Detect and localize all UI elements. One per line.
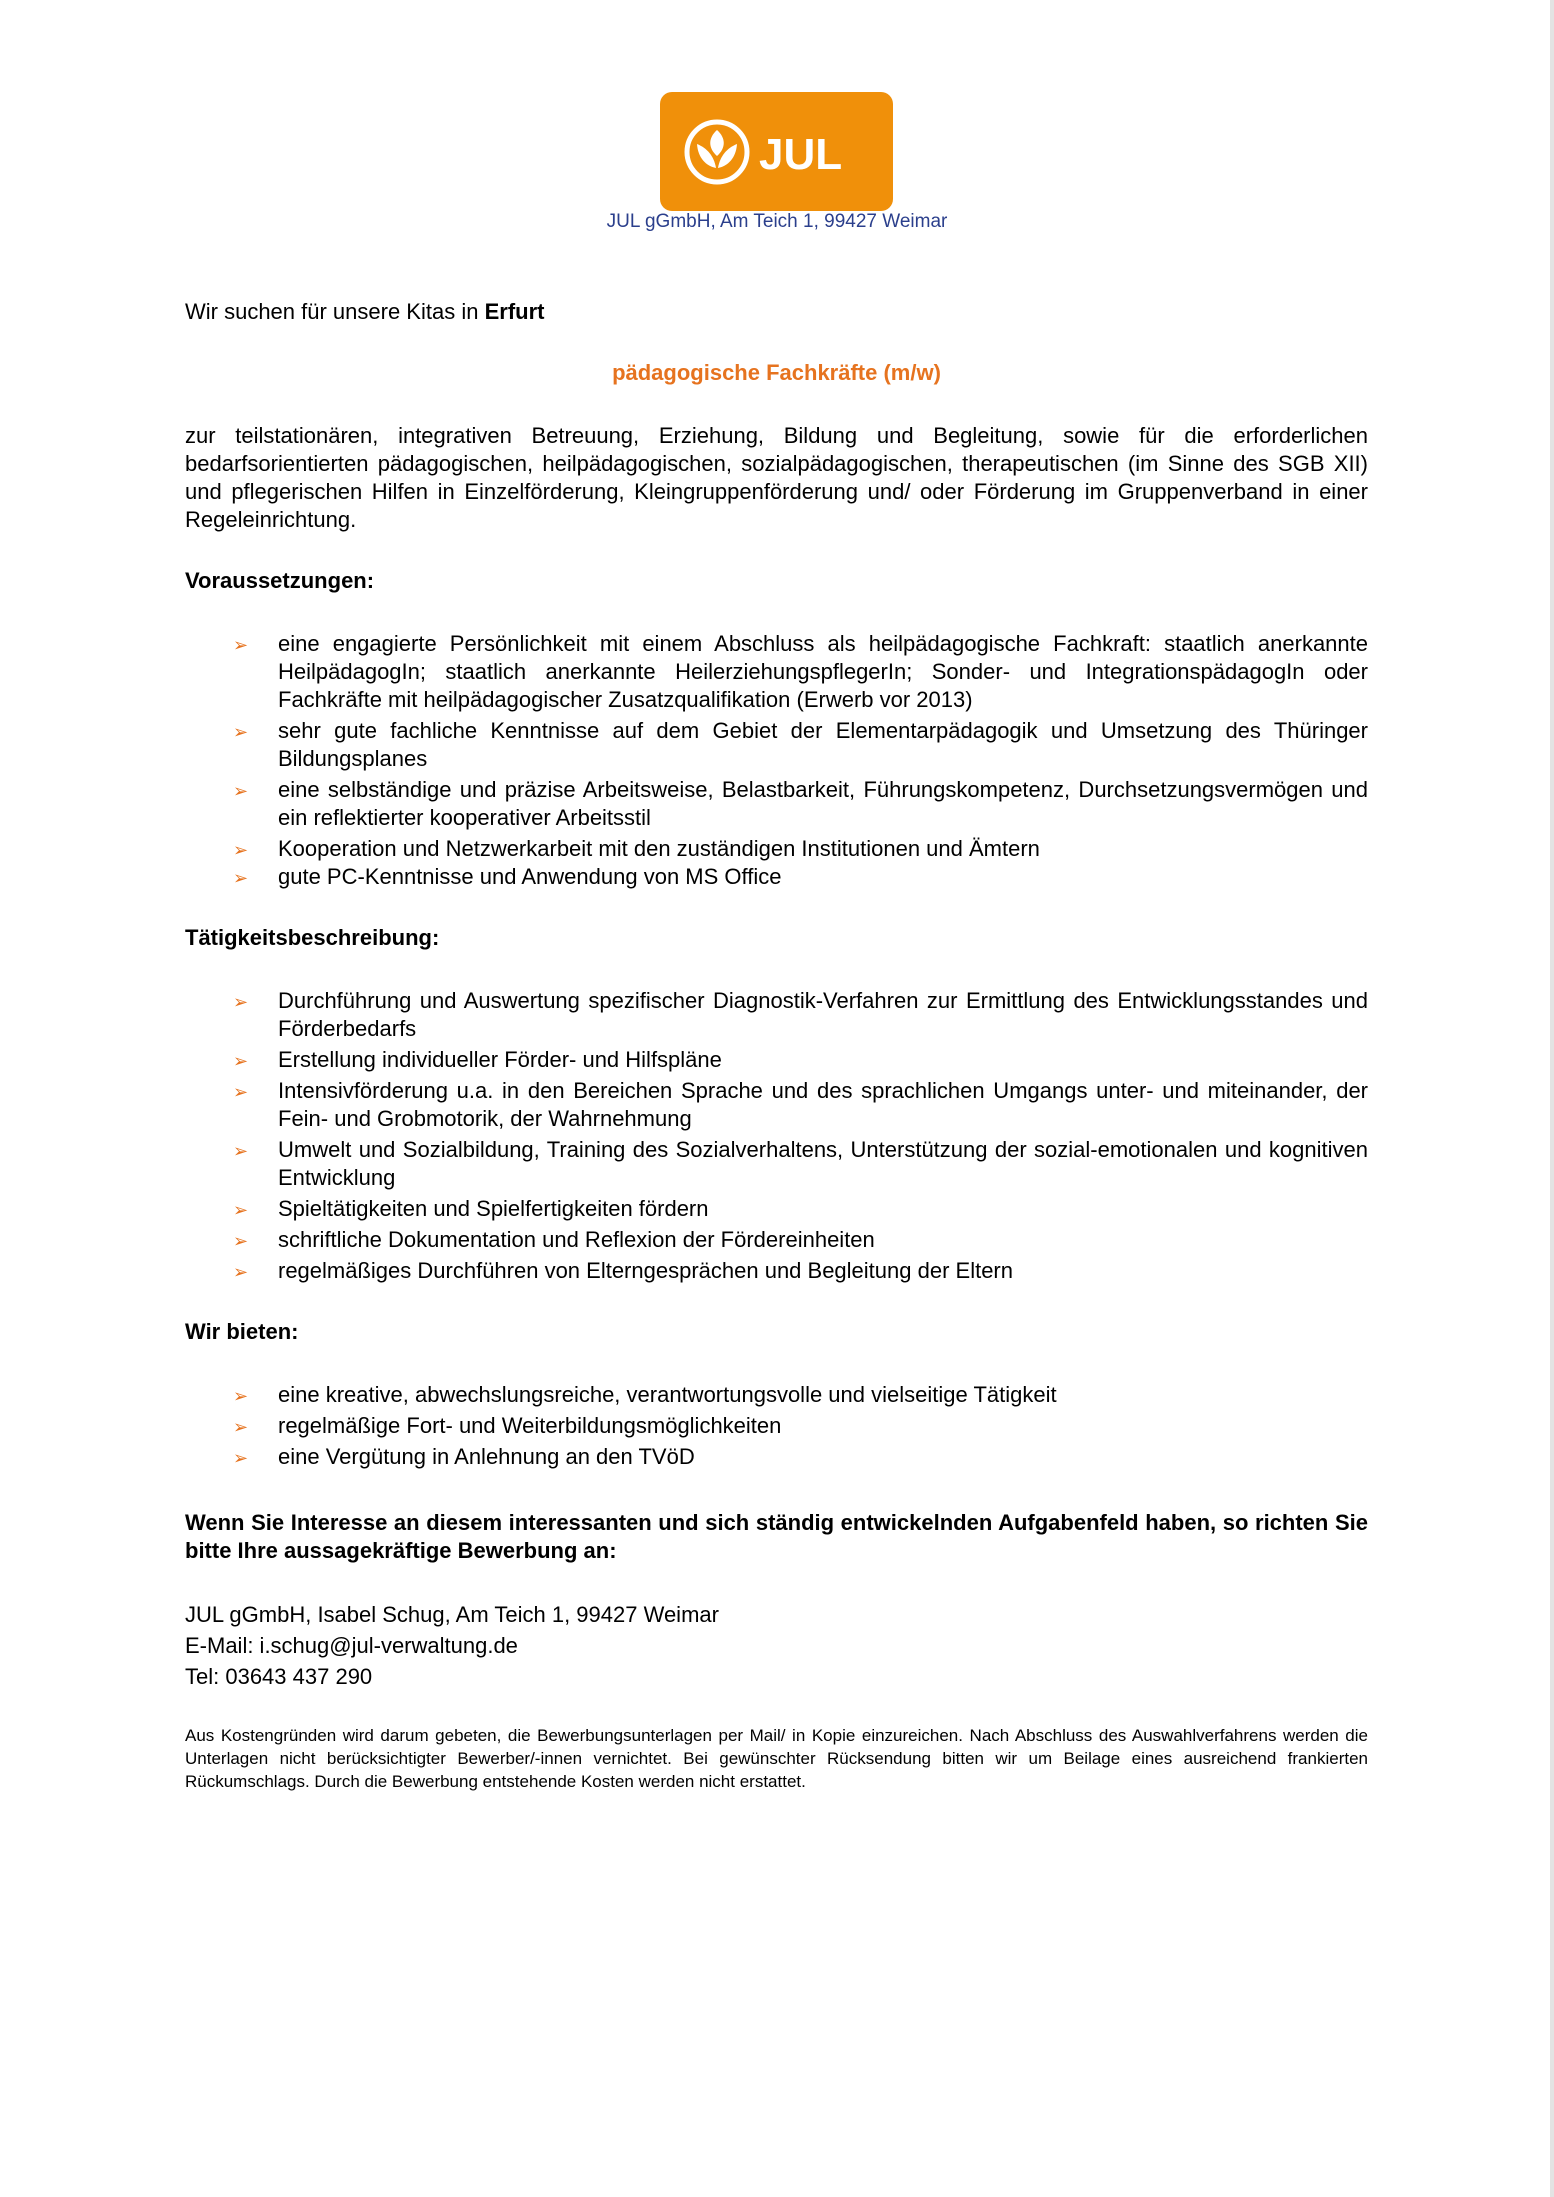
list-item: ➢ sehr gute fachliche Kenntnisse auf dem Gebiet der Elementarpädagogik und Umsetzung des Thüringer Bildungsplanes <box>233 718 1368 771</box>
list-item: ➢ gute PC-Kenntnisse und Anwendung von MS Office <box>185 863 1368 891</box>
arrowhead-icon: ➢ <box>233 868 249 888</box>
list-item: ➢ regelmäßiges Durchführen von Elterngesprächen und Begleitung der Eltern <box>185 1257 1368 1285</box>
requirements-heading: Voraussetzungen: <box>185 568 375 593</box>
job-description: zur teilstationären, integrativen Betreuung, Erziehung, Bildung und Begleitung, sowie für die erforderlichen bedarfsorientierten pädagogischen, heilpädagogischen, sozialpädagogischen, therapeutischen (im Sinne des SGB XII) und pflegerischen Hilfen in Einzelförderung, Kleingruppenförderung und/ oder Förderung im Gruppenverband in einer Regeleinrichtung. <box>185 423 1368 532</box>
list-item: ➢ Intensivförderung u.a. in den Bereichen Sprache und des sprachlichen Umgangs unter- und miteinander, der Fein- und Grobmotorik, der Wahrnehmung <box>233 1078 1368 1131</box>
logo-text: JUL <box>759 130 843 179</box>
footnote: Aus Kostengründen wird darum gebeten, die Bewerbungsunterlagen per Mail/ in Kopie einzureichen. Nach Abschluss des Auswahlverfahrens werden die Unterlagen nicht berücksichtigter Bewerber/-innen vernichtet. Bei gewünschter Rücksendung bitten wir um Beilage eines ausreichend frankierten Rückumschlags. Durch die Bewerbung entstehende Kosten werden nicht erstattet. <box>185 1726 1368 1791</box>
page-edge <box>1550 0 1554 2197</box>
arrowhead-icon: ➢ <box>233 1200 249 1220</box>
jul-logo-graphic <box>660 92 893 211</box>
requirements-list <box>185 630 1368 891</box>
arrowhead-icon: ➢ <box>233 1082 249 1102</box>
arrowhead-icon: ➢ <box>233 1386 249 1406</box>
main-content <box>185 298 1368 1793</box>
contact-email[interactable]: E-Mail: i.schug@jul-verwaltung.de <box>185 1633 518 1658</box>
arrowhead-icon: ➢ <box>233 1417 249 1437</box>
offer-heading: Wir bieten: <box>185 1319 299 1344</box>
intro-prefix: Wir suchen für unsere Kitas in <box>185 299 485 324</box>
list-item: ➢ Erstellung individueller Förder- und Hilfspläne <box>185 1046 1368 1074</box>
list-item: ➢ schriftliche Dokumentation und Reflexion der Fördereinheiten <box>185 1226 1368 1254</box>
contact-phone: Tel: 03643 437 290 <box>185 1664 373 1689</box>
arrowhead-icon: ➢ <box>233 1231 249 1251</box>
arrowhead-icon: ➢ <box>233 1448 249 1468</box>
arrowhead-icon: ➢ <box>233 1051 249 1071</box>
list-item: ➢ regelmäßige Fort- und Weiterbildungsmöglichkeiten <box>185 1412 1368 1440</box>
list-item: ➢ eine Vergütung in Anlehnung an den TVöD <box>185 1443 1368 1471</box>
list-item: ➢ Durchführung und Auswertung spezifischer Diagnostik-Verfahren zur Ermittlung des Entwicklungsstandes und Förderbedarfs <box>233 988 1368 1041</box>
contact-block <box>185 1599 1368 1692</box>
arrowhead-icon: ➢ <box>233 722 249 742</box>
tasks-heading: Tätigkeitsbeschreibung: <box>185 925 440 950</box>
arrowhead-icon: ➢ <box>233 781 249 801</box>
arrowhead-icon: ➢ <box>233 840 249 860</box>
jul-logo <box>660 92 893 211</box>
list-item: ➢ Spieltätigkeiten und Spielfertigkeiten fördern <box>185 1195 1368 1223</box>
header-address: JUL gGmbH, Am Teich 1, 99427 Weimar <box>606 211 948 232</box>
list-item: ➢ Umwelt und Sozialbildung, Training des Sozialverhaltens, Unterstützung der sozial-emotionalen und kognitiven Entwicklung <box>233 1137 1368 1190</box>
contact-address: JUL gGmbH, Isabel Schug, Am Teich 1, 99427 Weimar <box>185 1602 719 1627</box>
arrowhead-icon: ➢ <box>233 635 249 655</box>
offer-list <box>185 1381 1368 1471</box>
list-item: ➢ eine engagierte Persönlichkeit mit einem Abschluss als heilpädagogische Fachkraft: staatlich anerkannte HeilpädagogIn; staatlich anerkannte HeilerziehungspflegerIn; Sonder- und IntegrationspädagogIn oder Fachkräfte mit heilpädagogischer Zusatzqualifikation (Erwerb vor 2013) <box>233 631 1368 712</box>
arrowhead-icon: ➢ <box>233 1262 249 1282</box>
application-call-to-action: Wenn Sie Interesse an diesem interessanten und sich ständig entwickelnden Aufgabenfeld haben, so richten Sie bitte Ihre aussagekräftige Bewerbung an: <box>185 1510 1368 1563</box>
list-item: ➢ eine kreative, abwechslungsreiche, verantwortungsvolle und vielseitige Tätigkeit <box>185 1381 1368 1409</box>
arrowhead-icon: ➢ <box>233 992 249 1012</box>
arrowhead-icon: ➢ <box>233 1141 249 1161</box>
intro-line <box>185 298 1368 326</box>
list-item: ➢ eine selbständige und präzise Arbeitsweise, Belastbarkeit, Führungskompetenz, Durchsetzungsvermögen und ein reflektierter kooperativer Arbeitsstil <box>233 777 1368 830</box>
list-item: ➢ Kooperation und Netzwerkarbeit mit den zuständigen Institutionen und Ämtern <box>185 835 1368 863</box>
intro-city: Erfurt <box>484 299 545 324</box>
job-title: pädagogische Fachkräfte (m/w) <box>612 360 941 385</box>
tasks-list <box>185 987 1368 1285</box>
